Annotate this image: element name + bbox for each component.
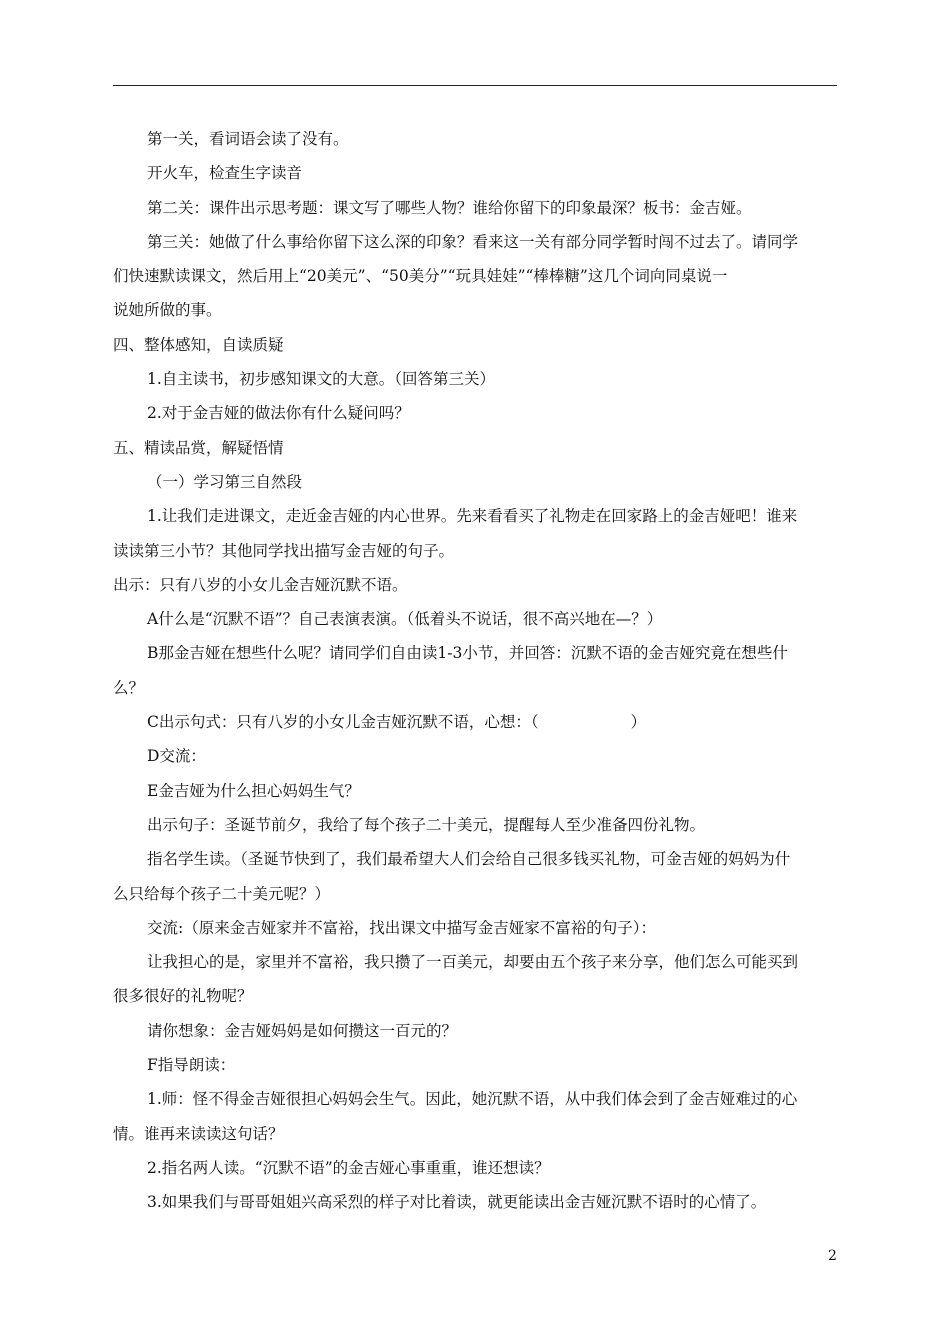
- section-heading: 五、精读品赏，解疑悟情: [113, 438, 284, 457]
- paragraph-line: 出示句子：圣诞节前夕，我给了每个孩子二十美元，提醒每人至少准备四份礼物。: [147, 815, 706, 834]
- subsection-heading: （一）学习第三自然段: [147, 472, 303, 491]
- page-number: 2: [828, 1248, 837, 1264]
- header-rule: [113, 85, 837, 86]
- paragraph-line: 让我担心的是，家里并不富裕，我只攒了一百美元，却要由五个孩子来分享，他们怎么可能买到: [147, 953, 799, 972]
- paragraph-line: 请你想象：金吉娅妈妈是如何攒这一百元的？: [147, 1021, 458, 1040]
- paragraph-line: 很多很好的礼物呢？: [113, 987, 253, 1006]
- paragraph-line: 2.指名两人读。“沉默不语”的金吉娅心事重重，谁还想读？: [147, 1158, 550, 1177]
- paragraph-line: A什么是“沉默不语”？自己表演表演。（低着头不说话，很不高兴地在—？）: [147, 610, 663, 629]
- paragraph-line: 情。谁再来读读这句话？: [113, 1124, 284, 1143]
- closing-paren: ）: [630, 713, 647, 732]
- paragraph-line: 开火车，检查生字读音: [147, 164, 303, 183]
- paragraph-line: F指导朗读：: [147, 1056, 236, 1075]
- section-heading: 四、整体感知，自读质疑: [113, 335, 284, 354]
- paragraph-line: 1.让我们走进课文，走近金吉娅的内心世界。先来看看买了礼物走在回家路上的金吉娅吧！谁来: [147, 507, 798, 526]
- paragraph-line: 第一关，看词语会读了没有。: [147, 130, 349, 148]
- paragraph-line: 说她所做的事。: [113, 301, 222, 320]
- paragraph-line: 出示：只有八岁的小女儿金吉娅沉默不语。: [113, 575, 408, 594]
- paragraph-line: 3.如果我们与哥哥姐姐兴高采烈的样子对比着读，就更能读出金吉娅沉默不语时的心情了。: [147, 1193, 767, 1212]
- paragraph-line: 1.师：怪不得金吉娅很担心妈妈会生气。因此，她沉默不语，从中我们体会到了金吉娅难过的心: [147, 1090, 798, 1109]
- paragraph-line: 么只给每个孩子二十美元呢？）: [113, 884, 331, 903]
- list-item: 1.自主读书，初步感知课文的大意。（回答第三关）: [147, 370, 496, 389]
- paragraph-line: 们快速默读课文，然后用上“20美元”、“50美分”“玩具娃娃”“棒棒糖”这几个词向同桌说一: [113, 267, 728, 286]
- paragraph-line: 么？: [113, 678, 145, 697]
- document-body: [113, 122, 837, 1220]
- paragraph-line: B那金吉娅在想些什么呢？请同学们自由读1-3小节，并回答：沉默不语的金吉娅究竟在想些什: [147, 644, 788, 663]
- list-item: 2.对于金吉娅的做法你有什么疑问吗？: [147, 404, 410, 423]
- paragraph-line: 第三关：她做了什么事给你留下这么深的印象？看来这一关有部分同学暂时闯不过去了。请同学: [147, 232, 799, 251]
- paragraph-line: 指名学生读。（圣诞节快到了，我们最希望大人们会给自己很多钱买礼物，可金吉娅的妈妈为什: [147, 850, 791, 869]
- paragraph-line: 第二关：课件出示思考题：课文写了哪些人物？谁给你留下的印象最深？板书：金吉娅。: [147, 198, 752, 217]
- sentence-prompt: C出示句式：只有八岁的小女儿金吉娅沉默不语，心想：（: [147, 713, 539, 732]
- paragraph-line: 读读第三小节？其他同学找出描写金吉娅的句子。: [113, 541, 455, 560]
- paragraph-line: E金吉娅为什么担心妈妈生气？: [147, 781, 360, 800]
- paragraph-line: 交流:（原来金吉娅家并不富裕，找出课文中描写金吉娅家不富裕的句子）：: [147, 918, 656, 937]
- paragraph-line: D交流：: [147, 747, 206, 766]
- paragraph-line: [113, 705, 837, 739]
